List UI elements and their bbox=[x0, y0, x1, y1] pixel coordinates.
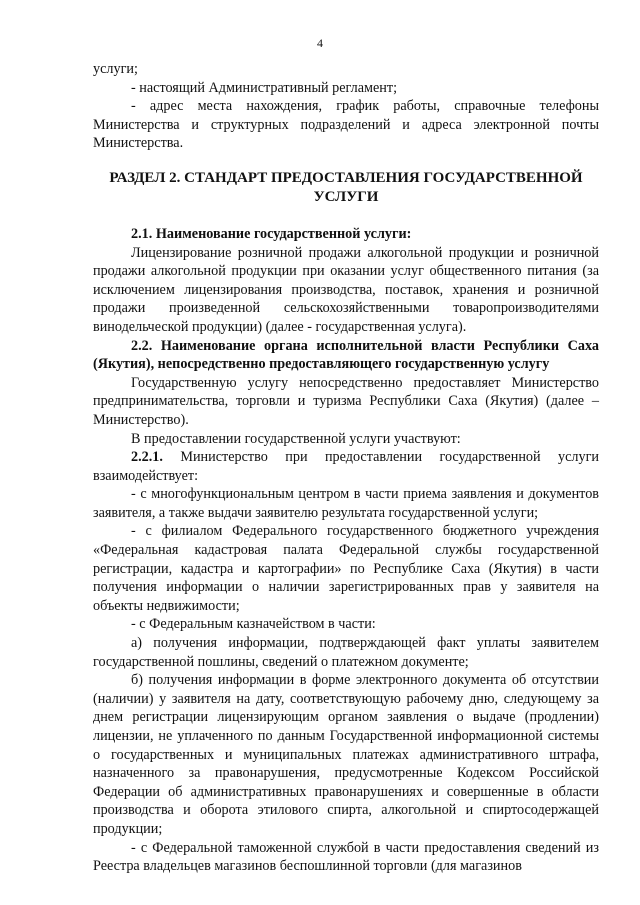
section-title: РАЗДЕЛ 2. СТАНДАРТ ПРЕДОСТАВЛЕНИЯ ГОСУДАРСТВЕННОЙ УСЛУГИ bbox=[109, 169, 583, 205]
subsection-title: 2.2. Наименование органа исполнительной власти Республики Саха (Якутия), непосредственно предоставляющего государственную услугу bbox=[93, 337, 599, 373]
clause-number: 2.2.1. bbox=[131, 449, 163, 466]
clause-text: Министерство при предоставлении государственной услуги взаимодействует: bbox=[93, 449, 599, 484]
list-item: - с Федеральной таможенной службой в части предоставления сведений из Реестра владельцев магазинов беспошлинной торговли (для магазинов bbox=[93, 839, 599, 875]
list-item: - настоящий Административный регламент; bbox=[131, 79, 398, 96]
paragraph: Государственную услугу непосредственно предоставляет Министерство предпринимательства, торговли и туризма Республики Саха (Якутия) (далее – Министерство). bbox=[93, 374, 599, 428]
list-item: - с многофункциональным центром в части приема заявления и документов заявителя, а также выдачи заявителю результата государственной услуги; bbox=[93, 486, 599, 521]
list-item: а) получения информации, подтверждающей факт уплаты заявителем государственной пошлины, сведений о платежном документе; bbox=[93, 635, 599, 670]
list-item: - адрес места нахождения, график работы, справочные телефоны Министерства и структурных подразделений и адреса электронной почты Министерства. bbox=[93, 98, 599, 152]
subsection-title: 2.1. Наименование государственной услуги: bbox=[131, 225, 412, 242]
paragraph bbox=[93, 448, 599, 485]
paragraph: В предоставлении государственной услуги участвуют: bbox=[131, 430, 461, 447]
paragraph: услуги; bbox=[93, 61, 138, 77]
list-item: - с филиалом Федерального государственного бюджетного учреждения «Федеральная кадастровая палата Федеральной службы государственной регистрации, кадастра и картографии» по Республике Саха (Якутия) в части получения информации о наличии зарегистрированных прав у заявителя на объекты недвижимости; bbox=[93, 523, 599, 614]
list-item: б) получения информации в форме электронного документа об отсутствии (наличии) у заявителя на дату, соответствующую рабочему дню, следующему за днем регистрации лицензирующим органом заявления о выдаче (продлении) лицензии, не уплаченного по данным Государственной информационной системы о государственных и муниципальных платежах административного штрафа, назначенного за правонарушения, предусмотренные Кодексом Российской Федерации об административных правонарушениях и совершенные в области производства и оборота этилового спирта, алкогольной и спиртосодержащей продукции; bbox=[93, 672, 599, 837]
list-item: - с Федеральным казначейством в части: bbox=[131, 616, 376, 633]
document-body bbox=[93, 60, 599, 876]
page-number: 4 bbox=[317, 36, 323, 50]
paragraph: Лицензирование розничной продажи алкогольной продукции и розничной продажи алкогольной продукции при оказании услуг общественного питания (за исключением лицензирования производства, поставок, хранения и розничной продажи произведенной сельскохозяйственными товаропроизводителями винодельческой продукции) (далее - государственная услуга). bbox=[93, 244, 599, 335]
